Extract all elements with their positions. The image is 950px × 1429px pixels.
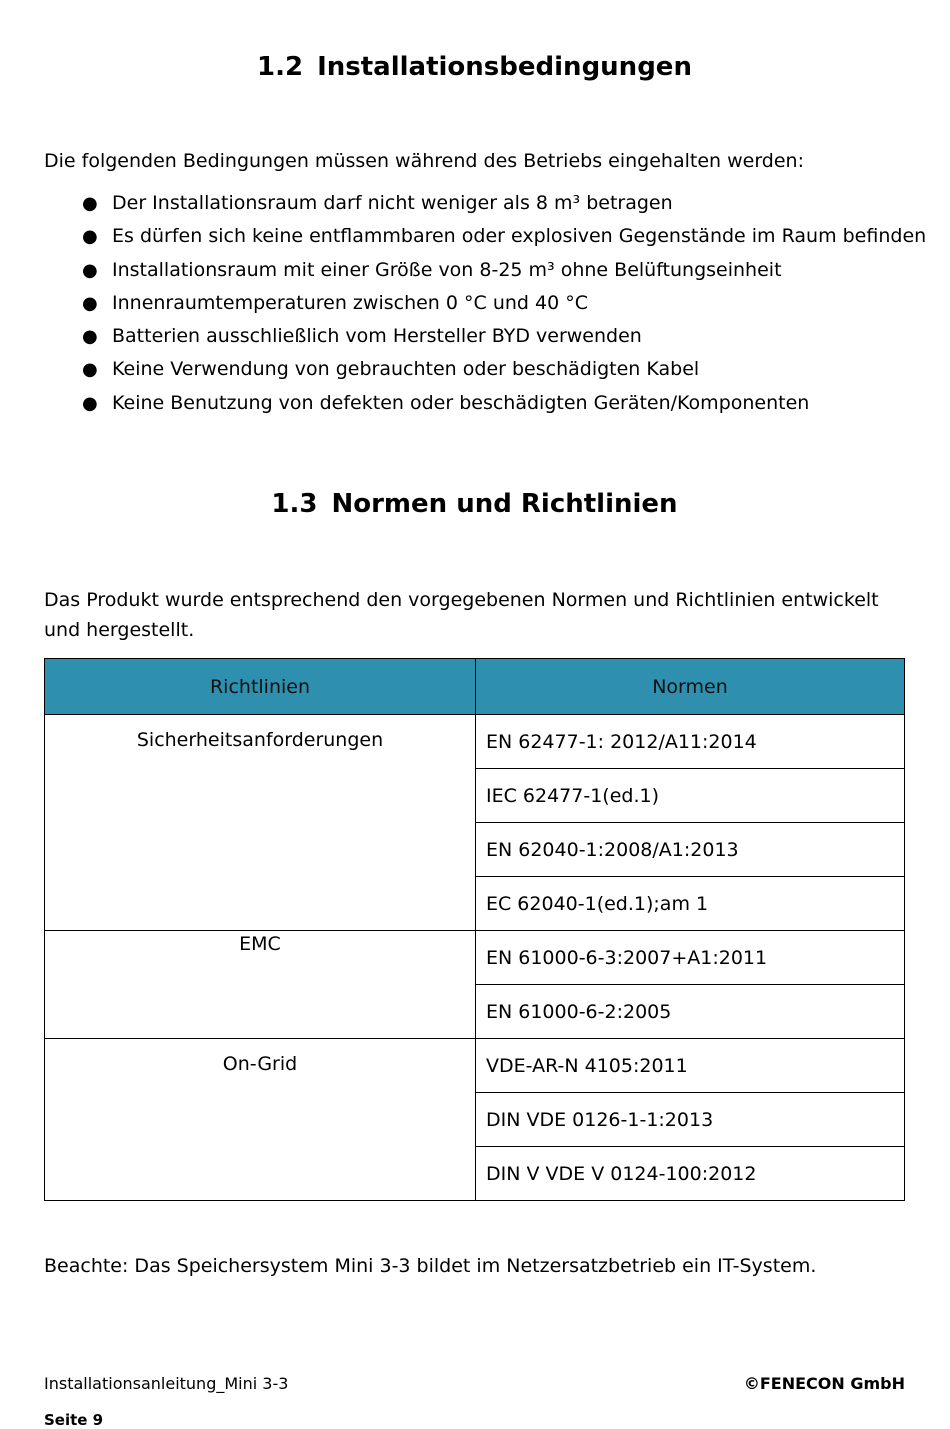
bullet-icon: ● bbox=[82, 259, 98, 281]
bullet-icon: ● bbox=[82, 226, 98, 248]
conditions-intro: Die folgenden Bedingungen müssen während des Betriebs eingehalten werden: bbox=[44, 150, 804, 172]
list-item: ● Batterien ausschließlich vom Hersteller BYD verwenden bbox=[44, 320, 905, 353]
section-heading-1-3 bbox=[44, 489, 905, 519]
list-item: ● Keine Benutzung von defekten oder beschädigten Geräten/Komponenten bbox=[44, 387, 905, 420]
table-header-row bbox=[45, 659, 905, 715]
norms-intro: Das Produkt wurde entsprechend den vorgegebenen Normen und Richtlinien entwickelt und hergestellt. bbox=[44, 589, 879, 641]
conditions-list bbox=[44, 187, 927, 420]
norm-cell: EN 62040-1:2008/A1:2013 bbox=[476, 823, 905, 877]
section-number: 1.2 bbox=[257, 52, 304, 82]
column-header-guidelines: Richtlinien bbox=[45, 659, 476, 715]
table-row bbox=[45, 931, 905, 985]
list-item: ● Es dürfen sich keine entflammbaren oder explosiven Gegenstände im Raum befinden bbox=[44, 220, 905, 253]
bullet-icon: ● bbox=[82, 392, 98, 414]
column-header-norms: Normen bbox=[476, 659, 905, 715]
footer-copyright: ©FENECON GmbH bbox=[743, 1374, 905, 1393]
norm-cell: EC 62040-1(ed.1);am 1 bbox=[476, 877, 905, 931]
table-row bbox=[45, 715, 905, 769]
norm-cell: EN 62477-1: 2012/A11:2014 bbox=[476, 715, 905, 769]
list-item: ● Der Installationsraum darf nicht weniger als 8 m³ betragen bbox=[44, 187, 905, 220]
footer-document-title: Installationsanleitung_Mini 3-3 bbox=[44, 1374, 289, 1393]
list-item: ● Installationsraum mit einer Größe von 8-25 m³ ohne Belüftungseinheit bbox=[44, 254, 905, 287]
norms-table bbox=[44, 658, 905, 1201]
bullet-icon: ● bbox=[82, 292, 98, 314]
guideline-cell: EMC bbox=[45, 931, 476, 1039]
bullet-icon: ● bbox=[82, 193, 98, 214]
bullet-icon: ● bbox=[82, 359, 98, 381]
page-number: Seite 9 bbox=[44, 1411, 104, 1429]
norm-cell: VDE-AR-N 4105:2011 bbox=[476, 1039, 905, 1093]
note-text: Beachte: Das Speichersystem Mini 3-3 bildet im Netzersatzbetrieb ein IT-System. bbox=[44, 1255, 817, 1277]
guideline-cell: On-Grid bbox=[45, 1039, 476, 1201]
guideline-cell: Sicherheitsanforderungen bbox=[45, 715, 476, 931]
norm-cell: EN 61000-6-2:2005 bbox=[476, 985, 905, 1039]
bullet-icon: ● bbox=[82, 326, 98, 348]
section-heading-1-2 bbox=[44, 52, 905, 82]
section-title: Normen und Richtlinien bbox=[331, 489, 678, 519]
section-number: 1.3 bbox=[271, 489, 318, 519]
norm-cell: EN 61000-6-3:2007+A1:2011 bbox=[476, 931, 905, 985]
norm-cell: DIN VDE 0126-1-1:2013 bbox=[476, 1093, 905, 1147]
section-title: Installationsbedingungen bbox=[317, 52, 692, 82]
norm-cell: IEC 62477-1(ed.1) bbox=[476, 769, 905, 823]
norm-cell: DIN V VDE V 0124-100:2012 bbox=[476, 1147, 905, 1201]
list-item: ● Keine Verwendung von gebrauchten oder beschädigten Kabel bbox=[44, 353, 905, 386]
list-item: ● Innenraumtemperaturen zwischen 0 °C und 40 °C bbox=[44, 287, 905, 320]
table-row bbox=[45, 1039, 905, 1093]
